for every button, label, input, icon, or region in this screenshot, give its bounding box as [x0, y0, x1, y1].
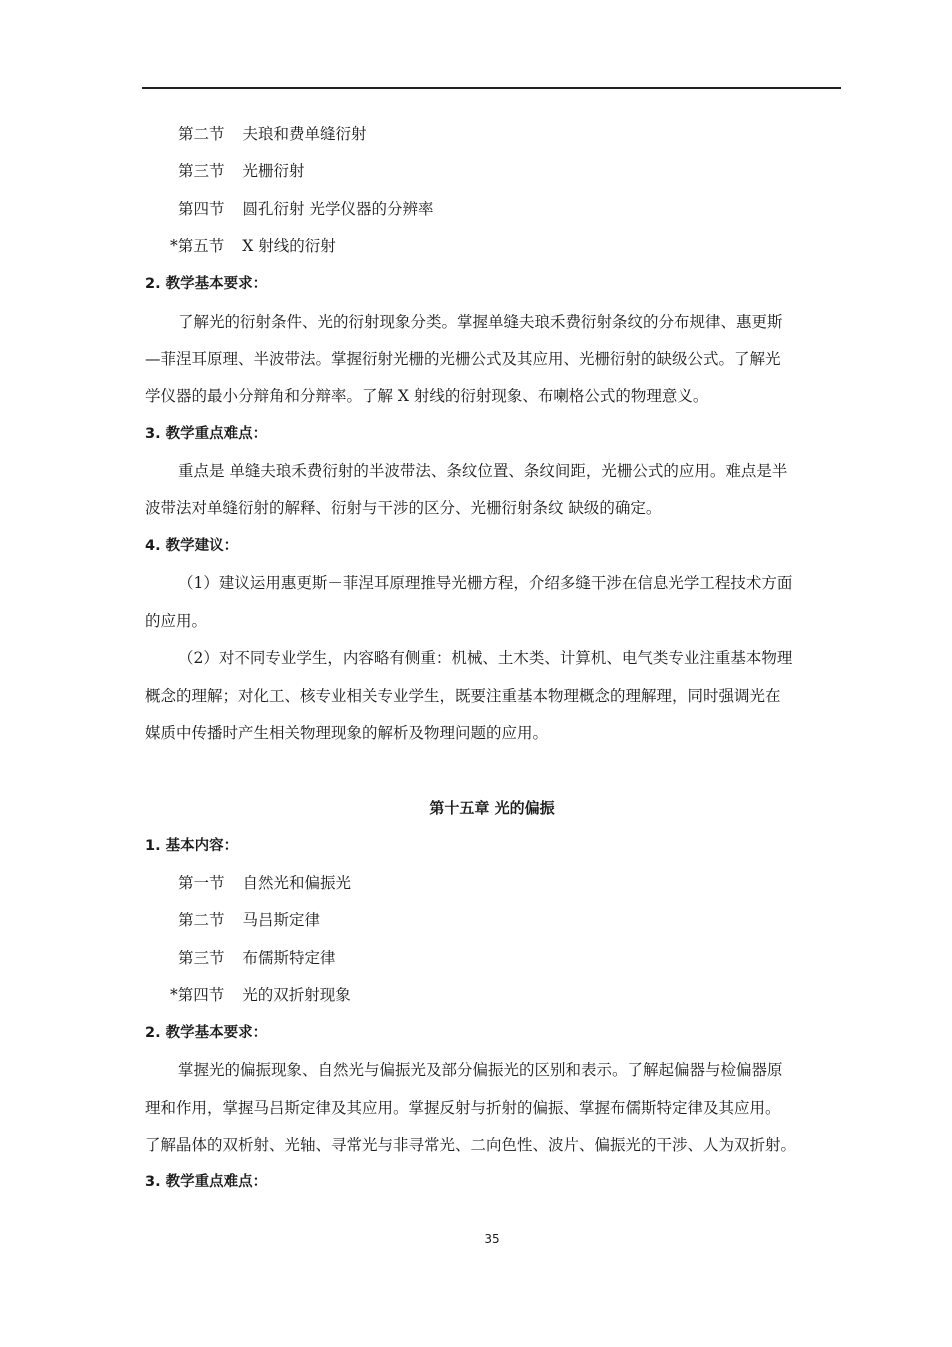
paragraph-line: 的应用。 — [145, 612, 208, 630]
paragraph-line: 了解光的衍射条件、光的衍射现象分类。掌握单缝夫琅禾费衍射条纹的分布规律、惠更斯 — [178, 313, 783, 331]
requirements-heading: 2. 教学基本要求： — [145, 1025, 268, 1041]
section-title: X 射线的衍射 — [242, 237, 336, 255]
section-title: 圆孔衍射 光学仪器的分辨率 — [242, 200, 434, 218]
section-item — [178, 124, 367, 144]
paragraph-line: 概念的理解；对化工、核专业相关专业学生，既要注重基本物理概念的理解理，同时强调光在 — [145, 687, 781, 705]
section-title: 光的双折射现象 — [242, 986, 351, 1004]
section-item — [178, 199, 433, 219]
paragraph-line: 学仪器的最小分辩角和分辩率。了解 X 射线的衍射现象、布喇格公式的物理意义。 — [145, 387, 709, 405]
section-title: 夫琅和费单缝衍射 — [242, 125, 367, 143]
paragraph-line: 理和作用，掌握马吕斯定律及其应用。掌握反射与折射的偏振、掌握布儒斯特定律及其应用。 — [145, 1099, 781, 1117]
section-number: 第二节 — [178, 911, 225, 929]
paragraph-line: 波带法对单缝衍射的解释、衍射与干涉的区分、光栅衍射条纹 缺级的确定。 — [145, 499, 662, 517]
header-rule — [142, 87, 841, 89]
key-points-heading: 3. 教学重点难点： — [145, 426, 268, 442]
paragraph-line: 掌握光的偏振现象、自然光与偏振光及部分偏振光的区别和表示。了解起偏器与检偏器原 — [178, 1061, 783, 1079]
section-number: 第一节 — [178, 874, 225, 892]
paragraph-line: —菲涅耳原理、半波带法。掌握衍射光栅的光栅公式及其应用、光栅衍射的缺级公式。了解光 — [145, 350, 781, 368]
section-item — [178, 948, 336, 968]
basic-content-heading: 1. 基本内容： — [145, 838, 239, 854]
section-item — [170, 236, 336, 256]
section-number: 第三节 — [178, 162, 225, 180]
paragraph-line: （2）对不同专业学生，内容略有侧重：机械、土木类、计算机、电气类专业注重基本物理 — [178, 649, 793, 667]
page-number: 35 — [484, 1232, 500, 1246]
paragraph-line: 媒质中传播时产生相关物理现象的解析及物理问题的应用。 — [145, 724, 549, 742]
paragraph-line: 了解晶体的双析射、光轴、寻常光与非寻常光、二向色性、波片、偏振光的干涉、人为双折射。 — [145, 1136, 797, 1154]
section-item — [178, 161, 305, 181]
section-number: 第四节 — [178, 200, 225, 218]
key-points-heading: 3. 教学重点难点： — [145, 1174, 268, 1190]
requirements-heading: 2. 教学基本要求： — [145, 276, 268, 292]
section-title: 光栅衍射 — [242, 162, 305, 180]
paragraph-line: （1）建议运用惠更斯－菲涅耳原理推导光栅方程，介绍多缝干涉在信息光学工程技术方面 — [178, 574, 793, 592]
section-title: 布儒斯特定律 — [242, 949, 336, 967]
section-number: *第五节 — [170, 237, 225, 255]
section-item — [178, 873, 351, 893]
section-item — [178, 910, 320, 930]
section-title: 自然光和偏振光 — [242, 874, 352, 892]
section-number: 第二节 — [178, 125, 225, 143]
section-number: 第三节 — [178, 949, 225, 967]
paragraph-line: 重点是 单缝夫琅禾费衍射的半波带法、条纹位置、条纹间距，光栅公式的应用。难点是半 — [178, 462, 788, 480]
section-title: 马吕斯定律 — [242, 911, 321, 929]
suggestions-heading: 4. 教学建议： — [145, 538, 239, 554]
section-item — [170, 985, 351, 1005]
chapter-title: 第十五章 光的偏振 — [429, 799, 555, 817]
section-number: *第四节 — [170, 986, 225, 1004]
